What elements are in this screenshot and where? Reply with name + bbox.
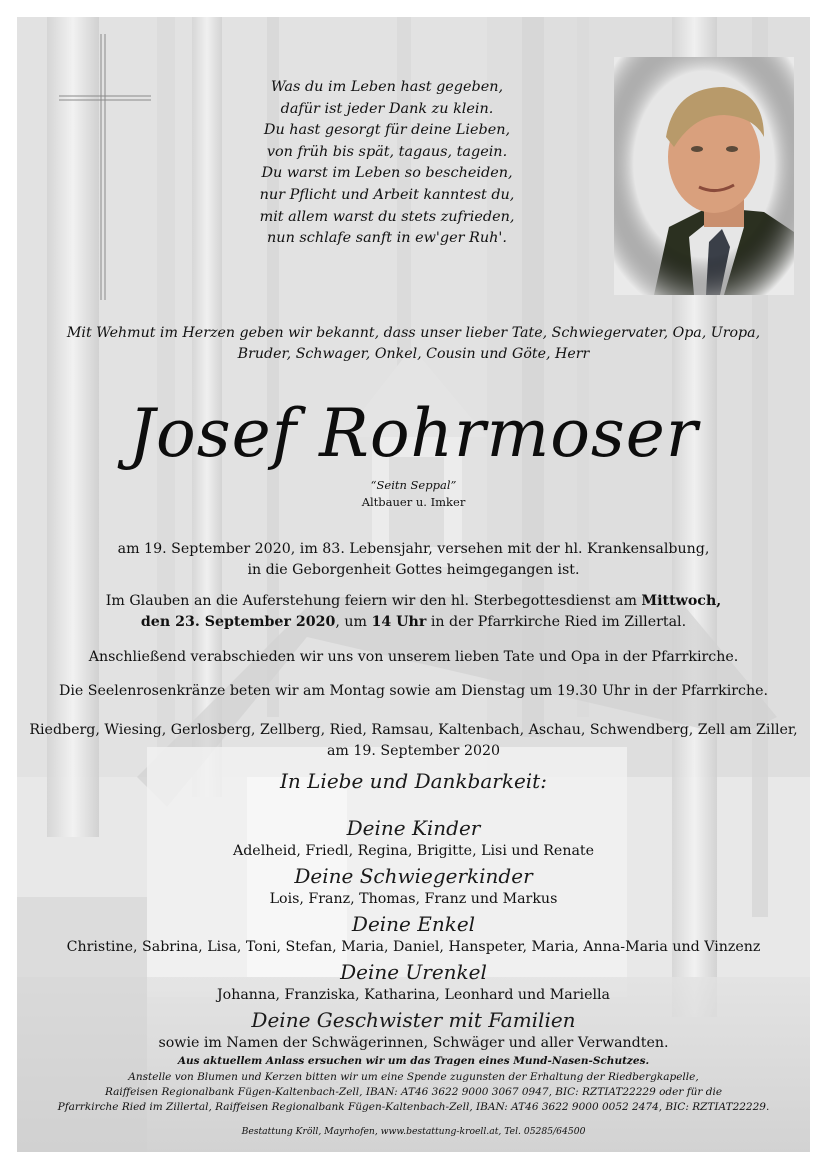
service-time: 14 Uhr	[371, 614, 427, 630]
service-text: in der Pfarrkirche Ried im Zillertal.	[426, 614, 687, 630]
undertaker-footer: Bestattung Kröll, Mayrhofen, www.bestattung-kroell.at, Tel. 05285/64500	[241, 1126, 586, 1137]
intro-text	[17, 323, 810, 365]
donation-line: Anstelle von Blumen und Kerzen bitten wir um eine Spende zugunsten der Erhaltung der Riedbergkapelle,	[128, 1071, 699, 1083]
poem	[207, 77, 567, 250]
place-line: Riedberg, Wiesing, Gerlosberg, Zellberg, Ried, Ramsau, Kaltenbach, Aschau, Schwendberg, Zell am Ziller,	[29, 722, 798, 738]
deceased-occupation: Altbauer u. Imker	[361, 495, 466, 509]
farewell-text: Anschließend verabschieden wir uns von unserem lieben Tate und Opa in der Pfarrkirche.	[88, 649, 739, 665]
place-line: am 19. September 2020	[326, 743, 501, 759]
donation-notice	[17, 1070, 810, 1116]
funeral-service	[17, 591, 810, 633]
service-line	[17, 612, 810, 633]
service-date: den 23. September 2020	[140, 614, 336, 630]
poem-line: Was du im Leben hast gegeben,	[270, 79, 504, 95]
mask-notice: Aus aktuellem Anlass ersuchen wir um das Tragen eines Mund-Nasen-Schutzes.	[177, 1055, 650, 1067]
service-text: Im Glauben an die Auferstehung feiern wir den hl. Sterbegottesdienst am	[105, 593, 642, 609]
service-line	[17, 591, 810, 612]
death-announcement	[17, 539, 810, 581]
death-line: am 19. September 2020, im 83. Lebensjahr, versehen mit der hl. Krankensalbung,	[117, 541, 710, 557]
rosary-text: Die Seelenrosenkränze beten wir am Montag sowie am Dienstag um 19.30 Uhr in der Pfarrkirche.	[58, 683, 769, 699]
mourner-group-names: sowie im Namen der Schwägerinnen, Schwäger und aller Verwandten.	[158, 1035, 669, 1051]
place-date	[17, 720, 810, 762]
poem-line: nun schlafe sanft in ew'ger Ruh'.	[267, 230, 507, 247]
poem-line: dafür ist jeder Dank zu klein.	[280, 100, 494, 117]
mourner-group	[17, 959, 810, 1005]
mourner-group-title: Deine Kinder	[346, 816, 481, 840]
poem-line: mit allem warst du stets zufrieden,	[259, 208, 515, 225]
donation-line: Raiffeisen Regionalbank Fügen-Kaltenbach-Zell, IBAN: AT46 3622 9000 3067 0947, BIC: RZTIAT22229 oder für die	[104, 1086, 723, 1099]
service-text: , um	[335, 614, 372, 630]
deceased-name: Josef Rohrmoser	[128, 395, 699, 472]
mourner-group-title: Deine Enkel	[351, 912, 476, 936]
cross-icon	[57, 32, 153, 302]
mourner-group	[17, 1007, 810, 1053]
intro-line: Bruder, Schwager, Onkel, Cousin und Göte, Herr	[237, 346, 590, 362]
donation-line: Pfarrkirche Ried im Zillertal, Raiffeisen Regionalbank Fügen-Kaltenbach-Zell, IBAN: AT46 3622 9000 0052 2474, BIC: RZTIAT22229.	[57, 1101, 770, 1114]
mourner-group-title: Deine Geschwister mit Familien	[251, 1008, 576, 1032]
mourner-group	[17, 863, 810, 909]
death-line: in die Geborgenheit Gottes heimgegangen ist.	[247, 562, 580, 578]
mourner-group-title: Deine Urenkel	[340, 960, 487, 984]
mourner-group-names: Adelheid, Friedl, Regina, Brigitte, Lisi und Renate	[232, 843, 595, 859]
service-day: Mittwoch,	[641, 593, 722, 609]
mourner-group-names: Johanna, Franziska, Katharina, Leonhard und Mariella	[216, 987, 611, 1003]
mourner-group-names: Lois, Franz, Thomas, Franz und Markus	[269, 891, 558, 907]
poem-line: Du warst im Leben so bescheiden,	[261, 165, 513, 182]
portrait-photo	[614, 57, 794, 295]
poem-line: Du hast gesorgt für deine Lieben,	[263, 122, 511, 139]
poem-line: nur Pflicht und Arbeit kanntest du,	[259, 186, 515, 203]
poem-line: von früh bis spät, tagaus, tagein.	[266, 143, 508, 160]
mourner-group	[17, 911, 810, 957]
intro-line: Mit Wehmut im Herzen geben wir bekannt, dass unser lieber Tate, Schwiegervater, Opa, Uropa,	[66, 325, 761, 341]
obituary-page	[17, 17, 810, 1152]
deceased-nickname: “Seitn Seppal”	[370, 478, 457, 492]
mourner-group-title: Deine Schwiegerkinder	[294, 864, 533, 888]
mourner-group-names: Christine, Sabrina, Lisa, Toni, Stefan, Maria, Daniel, Hanspeter, Maria, Anna-Maria und Vinzenz	[66, 939, 761, 955]
mourners-heading: In Liebe und Dankbarkeit:	[280, 769, 547, 793]
mourner-group	[17, 815, 810, 861]
